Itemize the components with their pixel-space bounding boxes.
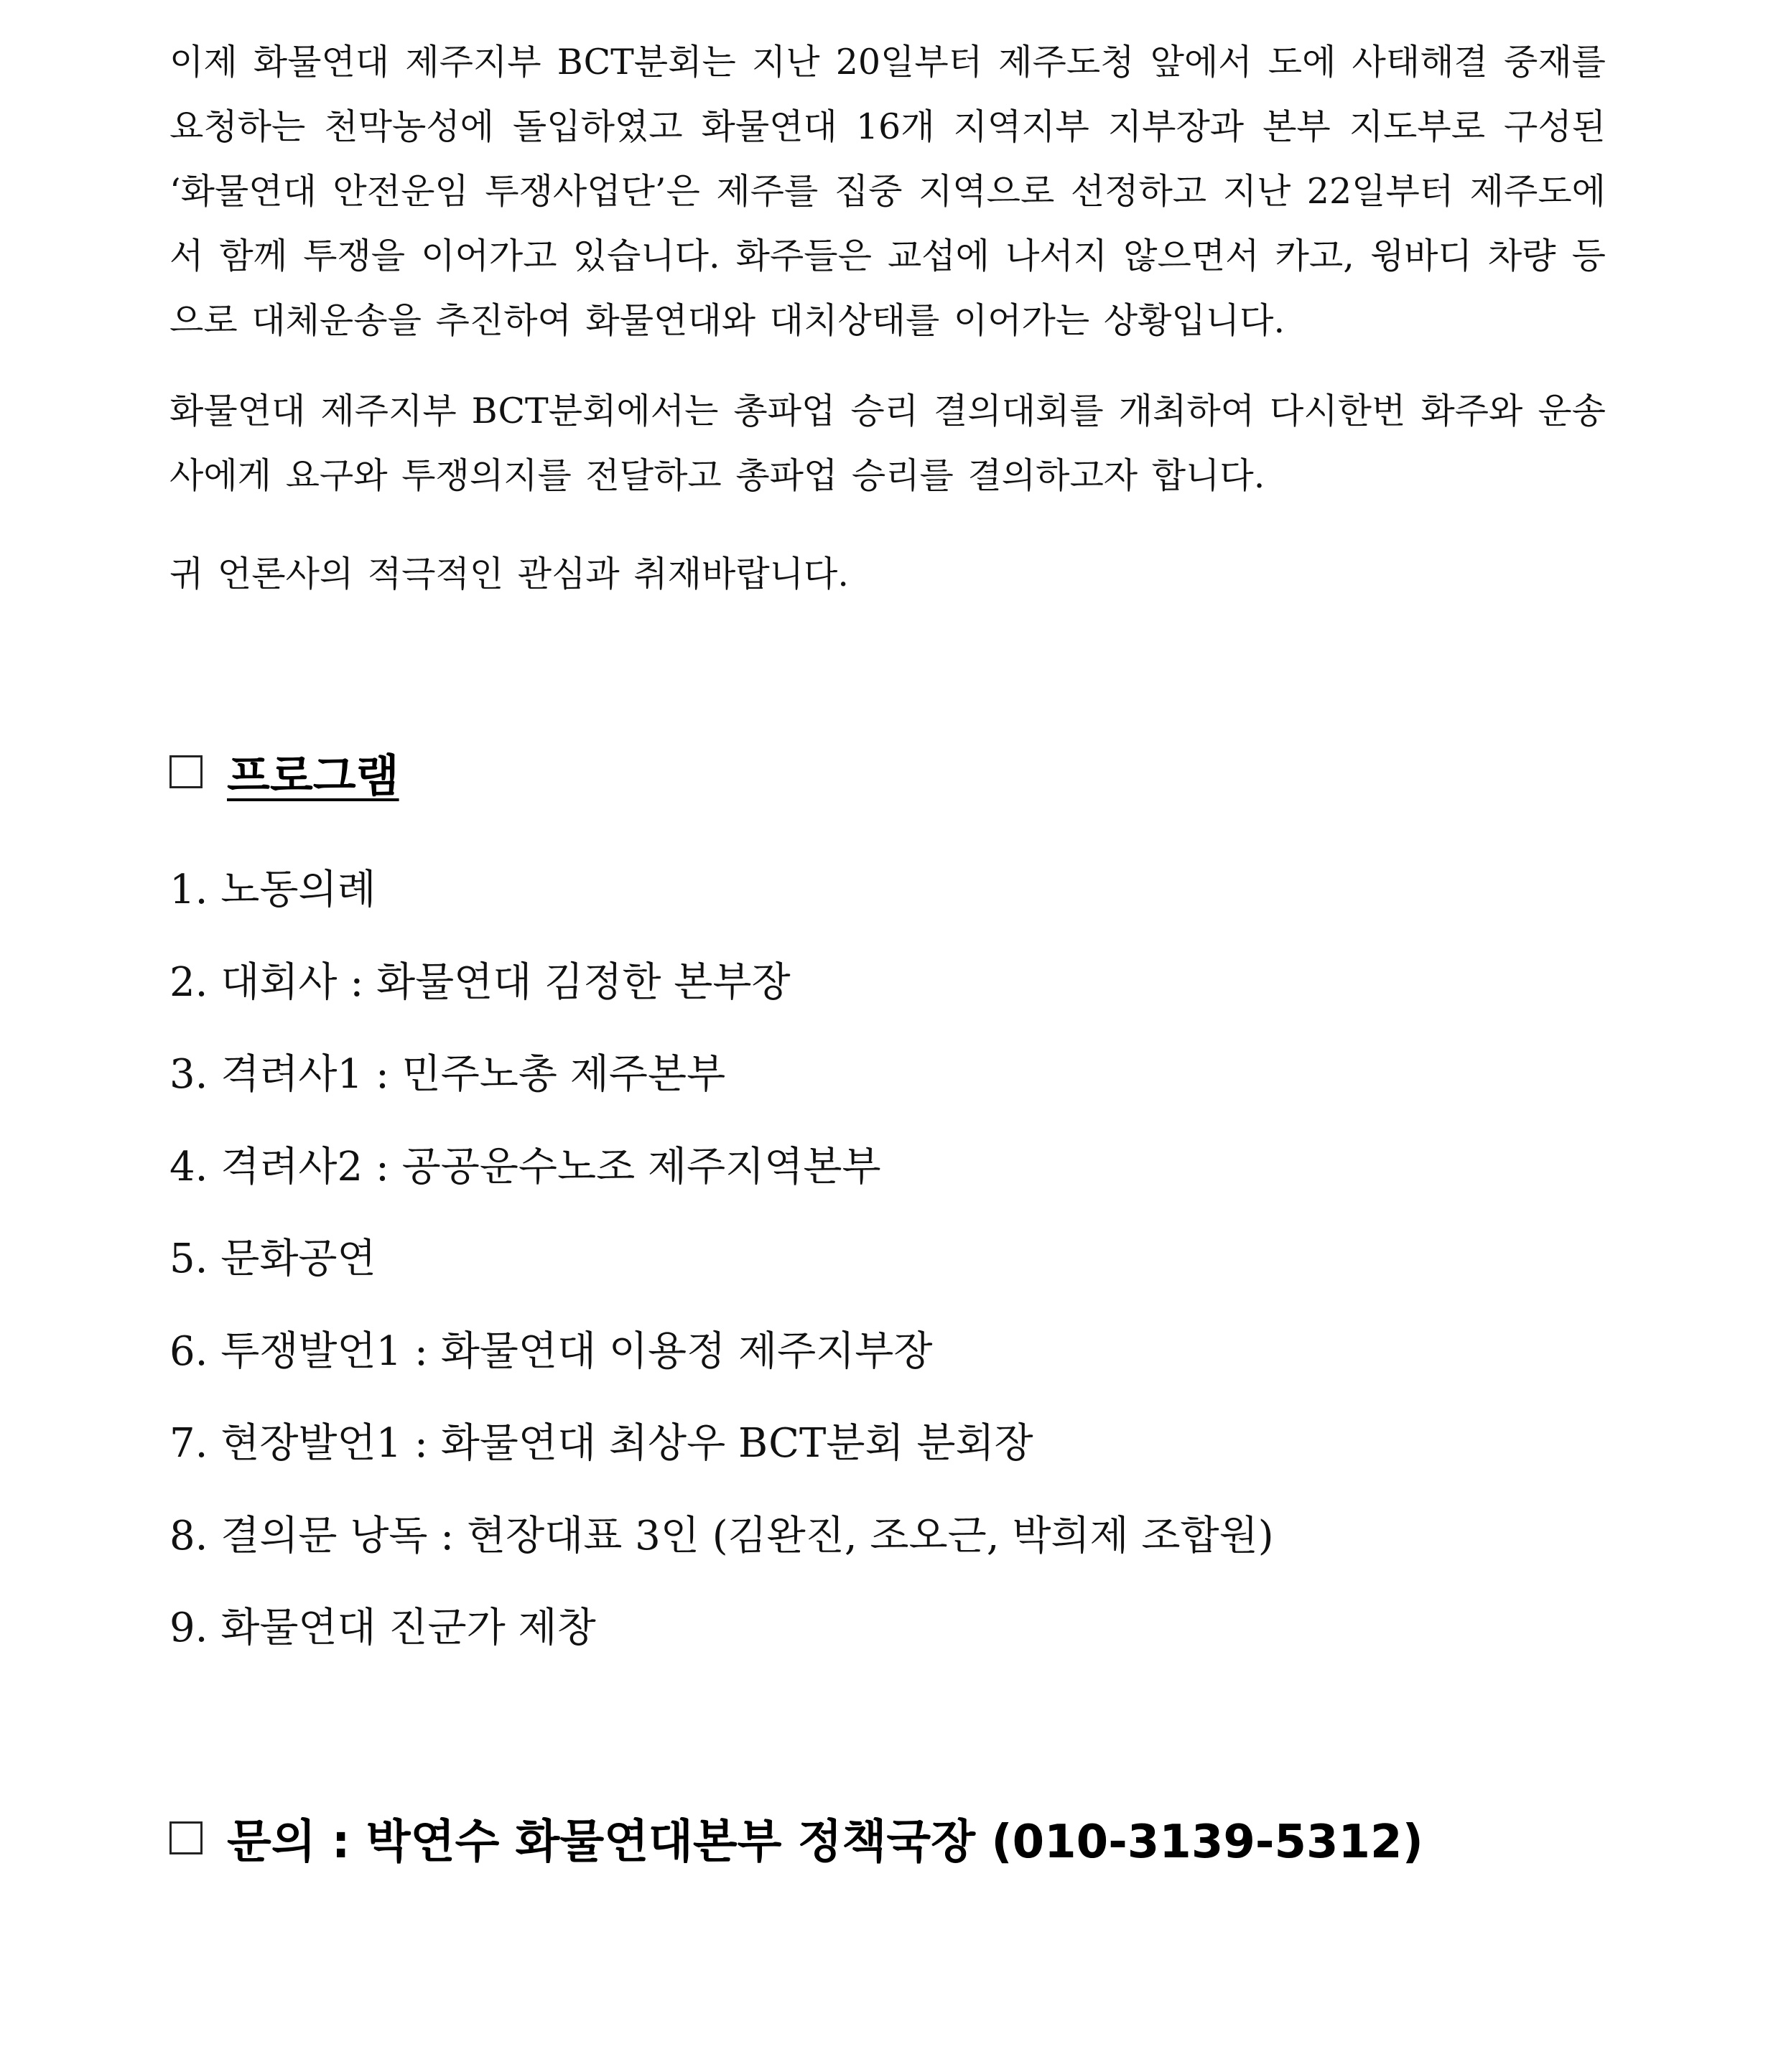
program-item: 4. 격려사2 : 공공운수노조 제주지역본부: [169, 1143, 881, 1190]
empty-square-icon: [169, 755, 203, 788]
program-item: 8. 결의문 낭독 : 현장대표 3인 (김완진, 조오근, 박희제 조합원): [169, 1512, 1274, 1559]
purpose-paragraph: 화물연대 제주지부 BCT분회에서는 총파업 승리 결의대회를 개최하여 다시한번 화주와 운송사에게 요구와 투쟁의지를 전달하고 총파업 승리를 결의하고자 합니다.: [169, 391, 1606, 496]
program-item: 7. 현장발언1 : 화물연대 최상우 BCT분회 분회장: [169, 1420, 1033, 1467]
program-item: 5. 문화공연: [169, 1236, 376, 1282]
program-list: [169, 858, 1606, 1689]
program-section-heading: [169, 739, 399, 804]
request-paragraph: 귀 언론사의 적극적인 관심과 취재바랍니다.: [169, 554, 849, 594]
program-item: 1. 노동의례: [169, 867, 376, 913]
program-heading-text: 프로그램: [227, 749, 399, 802]
contact-section-heading: [169, 1806, 1423, 1870]
program-item: 3. 격려사1 : 민주노총 제주본부: [169, 1051, 726, 1098]
program-item: 9. 화물연대 진군가 제창: [169, 1605, 596, 1651]
empty-square-icon: [169, 1821, 203, 1854]
program-item: 6. 투쟁발언1 : 화물연대 이용정 제주지부장: [169, 1327, 933, 1375]
program-item: 2. 대회사 : 화물연대 김정한 본부장: [169, 958, 791, 1006]
contact-text: 문의 : 박연수 화물연대본부 정책국장 (010-3139-5312): [227, 1816, 1423, 1869]
intro-paragraph: 이제 화물연대 제주지부 BCT분회는 지난 20일부터 제주도청 앞에서 도에 사태해결 중재를 요청하는 천막농성에 돌입하였고 화물연대 16개 지역지부 지부장과 본부 지도부로 구성된 ‘화물연대 안전운임 투쟁사업단’은 제주를 집중 지역으로 선정하고 지난 22일부터 제주도에서 함께 투쟁을 이어가고 있습니다. 화주들은 교섭에 나서지 않으면서 카고, 윙바디 차량 등으로 대체운송을 추진하여 화물연대와 대치상태를 이어가는 상황입니다.: [169, 42, 1606, 341]
